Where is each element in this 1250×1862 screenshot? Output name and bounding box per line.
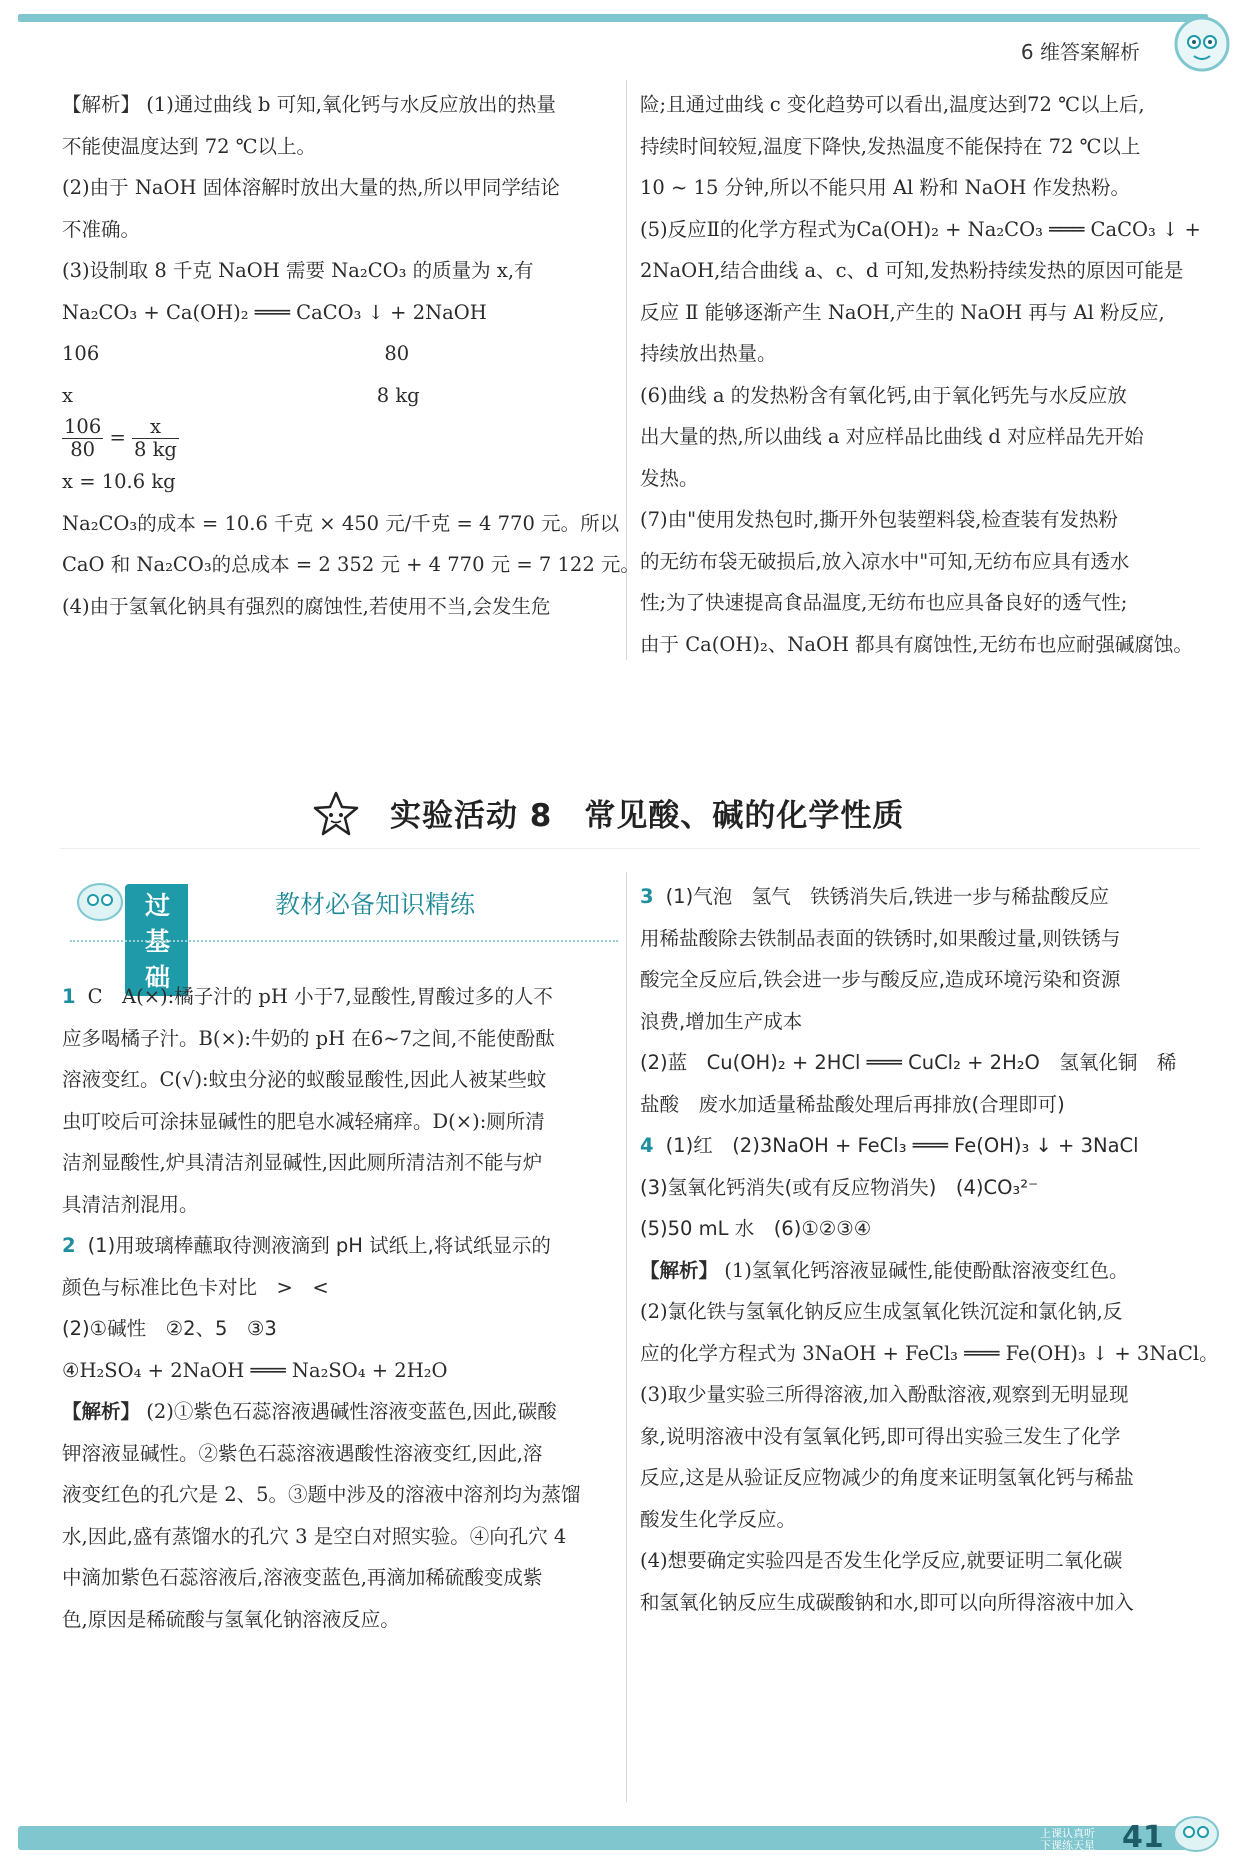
text-line: 的无纺布袋无破损后,放入凉水中"可知,无纺布应具有透水 <box>640 549 1130 573</box>
bottom-slogan: 上课认真听 下课练天星 <box>1040 1827 1095 1852</box>
text-line: 具清洁剂混用。 <box>62 1192 199 1216</box>
question-line: 3 (1)气泡 氢气 铁锈消失后,铁进一步与稀盐酸反应 <box>640 885 1109 908</box>
text-line: (2)①碱性 ②2、5 ③3 <box>62 1317 277 1340</box>
left-column-bottom <box>62 976 627 1640</box>
text-line: (2)由于 NaOH 固体溶解时放出大量的热,所以甲同学结论 <box>62 176 560 199</box>
question-number: 1 <box>62 985 76 1008</box>
text-line: 持续时间较短,温度下降快,发热温度不能保持在 72 ℃以上 <box>640 134 1141 158</box>
fraction: $\frac{106}{80}$ <box>64 415 102 461</box>
text-line: 险;且通过曲线 c 变化趋势可以看出,温度达到72 ℃以上后, <box>640 93 1145 116</box>
mascot-icon <box>1172 14 1232 74</box>
text-line: 和氢氧化钠反应生成碳酸钠和水,即可以向所得溶液中加入 <box>640 1590 1134 1614</box>
badge-label: 过基础 <box>125 884 188 996</box>
text-line: (2)氯化铁与氢氧化钠反应生成氢氧化铁沉淀和氯化钠,反 <box>640 1300 1123 1323</box>
text-line: 水,因此,盛有蒸馏水的孔穴 3 是空白对照实验。④向孔穴 4 <box>62 1524 567 1548</box>
top-decor-bar <box>18 14 1208 22</box>
text-line: (5)50 mL 水 (6)①②③④ <box>640 1217 872 1240</box>
star-mascot-icon <box>312 790 360 838</box>
question-line: 2 (1)用玻璃棒蘸取待测液滴到 pH 试纸上,将试纸显示的 <box>62 1234 551 1257</box>
text-line: (5)反应Ⅱ的化学方程式为Ca(OH)₂ + Na₂CO₃ ═══ CaCO₃ ↓ + <box>640 217 1201 241</box>
left-column-top <box>62 84 640 627</box>
equation-line: Na₂CO₃ + Ca(OH)₂ ═══ CaCO₃ ↓ + 2NaOH <box>62 300 487 324</box>
text-line: 反应 Ⅱ 能够逐渐产生 NaOH,产生的 NaOH 再与 Al 粉反应, <box>640 300 1165 324</box>
text-line: (3)氢氧化钙消失(或有反应物消失) (4)CO₃²⁻ <box>640 1175 1039 1199</box>
question-number: 3 <box>640 885 654 908</box>
text-line: 象,说明溶液中没有氢氧化钙,即可得出实验三发生了化学 <box>640 1424 1121 1448</box>
text-line: 溶液变红。C(√):蚊虫分泌的蚁酸显酸性,因此人被某些蚊 <box>62 1068 547 1091</box>
page-title: 实验活动 8 常见酸、碱的化学性质 <box>390 798 905 834</box>
text-line: (4)由于氢氧化钠具有强烈的腐蚀性,若使用不当,会发生危 <box>62 594 551 618</box>
text-line: 浪费,增加生产成本 <box>640 1009 803 1033</box>
text-line: 【解析】 (1)通过曲线 b 可知,氧化钙与水反应放出的热量 <box>62 93 556 116</box>
text-line: 持续放出热量。 <box>640 342 777 365</box>
text-line: (7)由"使用发热包时,撕开外包装塑料袋,检查装有发热粉 <box>640 508 1118 531</box>
mascot-icon <box>1168 1810 1224 1854</box>
text-line: (6)曲线 a 的发热粉含有氧化钙,由于氧化钙先与水反应放 <box>640 383 1127 407</box>
text-line: 2NaOH,结合曲线 a、c、d 可知,发热粉持续发热的原因可能是 <box>640 259 1184 282</box>
equation-values: x 8 kg <box>62 383 420 407</box>
text-line: 不准确。 <box>62 217 141 241</box>
title-divider <box>60 848 1200 849</box>
fraction: $\frac{x}{8 kg}$ <box>133 415 177 461</box>
text-line: 应的化学方程式为 3NaOH + FeCl₃ ═══ Fe(OH)₃ ↓ + 3NaCl。 <box>640 1341 1219 1365</box>
text-line: 中滴加紫色石蕊溶液后,溶液变蓝色,再滴加稀硫酸变成紫 <box>62 1566 543 1589</box>
text-line: 反应,这是从验证反应物减少的角度来证明氢氧化钙与稀盐 <box>640 1466 1134 1489</box>
equation-values: 106 80 <box>62 342 410 365</box>
text-line: ④H₂SO₄ + 2NaOH ═══ Na₂SO₄ + 2H₂O <box>62 1358 448 1382</box>
text-line: 由于 Ca(OH)₂、NaOH 都具有腐蚀性,无纺布也应耐强碱腐蚀。 <box>640 632 1193 656</box>
right-column-top <box>640 84 1201 665</box>
text-line: 发热。 <box>640 466 699 490</box>
text-line: (3)取少量实验三所得溶液,加入酚酞溶液,观察到无明显现 <box>640 1383 1129 1406</box>
question-number: 4 <box>640 1134 654 1157</box>
badge-divider <box>70 940 618 942</box>
text-line: 10 ~ 15 分钟,所以不能只用 Al 粉和 NaOH 作发热粉。 <box>640 176 1131 199</box>
text-line: 性;为了快速提高食品温度,无纺布也应具备良好的透气性; <box>640 591 1128 614</box>
text-line: 不能使温度达到 72 ℃以上。 <box>62 134 317 158</box>
section-label: 6 维答案解析 <box>1020 40 1140 64</box>
text-line: 酸完全反应后,铁会进一步与酸反应,造成环境污染和资源 <box>640 968 1121 991</box>
text-line: (4)想要确定实验四是否发生化学反应,就要证明二氧化碳 <box>640 1549 1123 1572</box>
text-line: x = 10.6 kg <box>62 470 176 493</box>
fraction-line: $\frac{106}{80}$ = $\frac{x}{8 kg}$ <box>64 415 177 461</box>
text-line: Na₂CO₃的成本 = 10.6 千克 × 450 元/千克 = 4 770 元。所以 <box>62 511 620 535</box>
text-line: 【解析】 (2)①紫色石蕊溶液遇碱性溶液变蓝色,因此,碳酸 <box>62 1400 557 1423</box>
text-line: 应多喝橘子汁。B(×):牛奶的 pH 在6~7之间,不能使酚酞 <box>62 1026 555 1050</box>
text-line: 出大量的热,所以曲线 a 对应样品比曲线 d 对应样品先开始 <box>640 425 1144 448</box>
page-number: 41 <box>1122 1820 1164 1855</box>
text-line: 酸发生化学反应。 <box>640 1507 797 1531</box>
text-line: 颜色与标准比色卡对比 > < <box>62 1275 329 1299</box>
badge-subtitle: 教材必备知识精练 <box>275 890 476 919</box>
bottom-decor-bar <box>18 1826 1188 1850</box>
mascot-icon <box>70 878 126 924</box>
text-line: 液变红色的孔穴是 2、5。③题中涉及的溶液中溶剂均为蒸馏 <box>62 1483 581 1506</box>
text-line: 色,原因是稀硫酸与氢氧化钠溶液反应。 <box>62 1607 400 1631</box>
text-line: 洁剂显酸性,炉具清洁剂显碱性,因此厕所清洁剂不能与炉 <box>62 1151 543 1174</box>
question-line: 1 C A(×):橘子汁的 pH 小于7,显酸性,胃酸过多的人不 <box>62 985 553 1008</box>
text-line: 用稀盐酸除去铁制品表面的铁锈时,如果酸过量,则铁锈与 <box>640 926 1121 950</box>
question-number: 2 <box>62 1234 76 1257</box>
right-column-bottom <box>640 876 1219 1623</box>
text-line: (3)设制取 8 千克 NaOH 需要 Na₂CO₃ 的质量为 x,有 <box>62 259 534 282</box>
text-line: CaO 和 Na₂CO₃的总成本 = 2 352 元 + 4 770 元 = 7 122 元。 <box>62 553 640 576</box>
question-line: 4 (1)红 (2)3NaOH + FeCl₃ ═══ Fe(OH)₃ ↓ + 3NaCl <box>640 1134 1139 1157</box>
text-line: (2)蓝 Cu(OH)₂ + 2HCl ═══ CuCl₂ + 2H₂O 氢氧化铜 稀 <box>640 1051 1177 1074</box>
text-line: 钾溶液显碱性。②紫色石蕊溶液遇酸性溶液变红,因此,溶 <box>62 1441 543 1465</box>
text-line: 盐酸 废水加适量稀盐酸处理后再排放(合理即可) <box>640 1092 1065 1116</box>
text-line: 【解析】 (1)氢氧化钙溶液显碱性,能使酚酞溶液变红色。 <box>640 1258 1129 1282</box>
text-line: 虫叮咬后可涂抹显碱性的肥皂水减轻痛痒。D(×):厕所清 <box>62 1109 545 1133</box>
